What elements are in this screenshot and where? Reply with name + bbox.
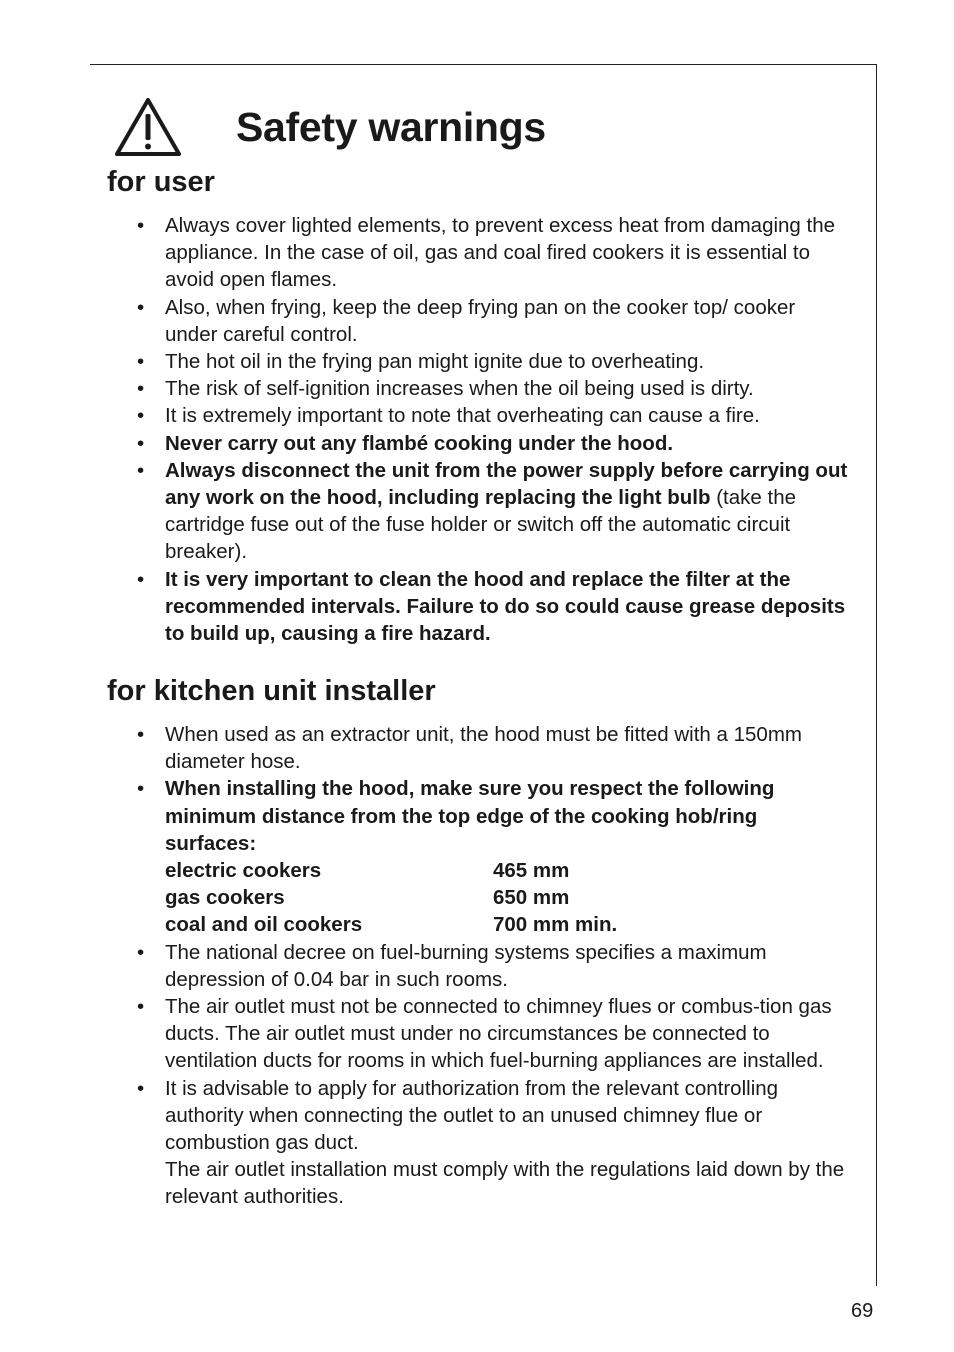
list-item	[137, 775, 852, 938]
section-heading-user: for user	[107, 166, 215, 198]
list-item: • Always disconnect the unit from the power supply before carrying out any work on the hood, including replacing the light bulb (take the cartridge fuse out of the fuse holder or switch off the automatic circuit breaker).	[137, 457, 852, 566]
authorization-note: The air outlet installation must comply with the regulations laid down by the relevant authorities.	[165, 1158, 845, 1209]
distance-row: gas cookers 650 mm	[165, 886, 570, 910]
list-item: • It is very important to clean the hood and replace the filter at the recommended intervals. Failure to do so could cause grease deposits to build up, causing a fire hazard.	[137, 566, 852, 648]
page-title: Safety warnings	[236, 104, 546, 150]
list-item: • The air outlet must not be connected to chimney flues or combus-tion gas ducts. The air outlet must under no circumstances be connected to ventilation ducts for rooms in which fuel-burning appliances are installed.	[137, 993, 852, 1075]
list-item: • Always cover lighted elements, to prevent excess heat from damaging the appliance. In the case of oil, gas and coal fired cookers it is essential to avoid open flames.	[137, 212, 852, 294]
list-item: • The national decree on fuel-burning systems specifies a maximum depression of 0.04 bar in such rooms.	[137, 939, 852, 993]
list-item: • When used as an extractor unit, the hood must be fitted with a 150mm diameter hose.	[137, 721, 852, 775]
list-item: • It is extremely important to note that overheating can cause a fire.	[137, 402, 852, 429]
page-number: 69	[851, 1300, 874, 1322]
list-item: • The hot oil in the frying pan might ignite due to overheating.	[137, 348, 852, 375]
list-item: • Also, when frying, keep the deep frying pan on the cooker top/ cooker under careful control.	[137, 294, 852, 348]
warning-triangle-icon	[113, 96, 183, 158]
top-rule	[90, 64, 877, 65]
list-item: • The risk of self-ignition increases when the oil being used is dirty.	[137, 375, 852, 402]
section-heading-installer: for kitchen unit installer	[107, 675, 436, 707]
list-item: • Never carry out any flambé cooking under the hood.	[137, 430, 852, 457]
distance-intro: • When installing the hood, make sure you respect the following minimum distance from the top edge of the cooking hob/ring surfaces:	[165, 777, 775, 855]
installer-warning-list	[137, 721, 852, 1211]
right-rule	[876, 64, 877, 1286]
list-item: • It is advisable to apply for authorization from the relevant controlling authority when connecting the outlet to an unused chimney flue or combustion gas duct. The air outlet installation must comply with the regulations laid down by the relevant authorities.	[137, 1075, 852, 1211]
distance-row: electric cookers 465 mm	[165, 859, 570, 883]
distance-row: coal and oil cookers 700 mm min.	[165, 913, 618, 937]
user-warning-list	[137, 212, 852, 647]
